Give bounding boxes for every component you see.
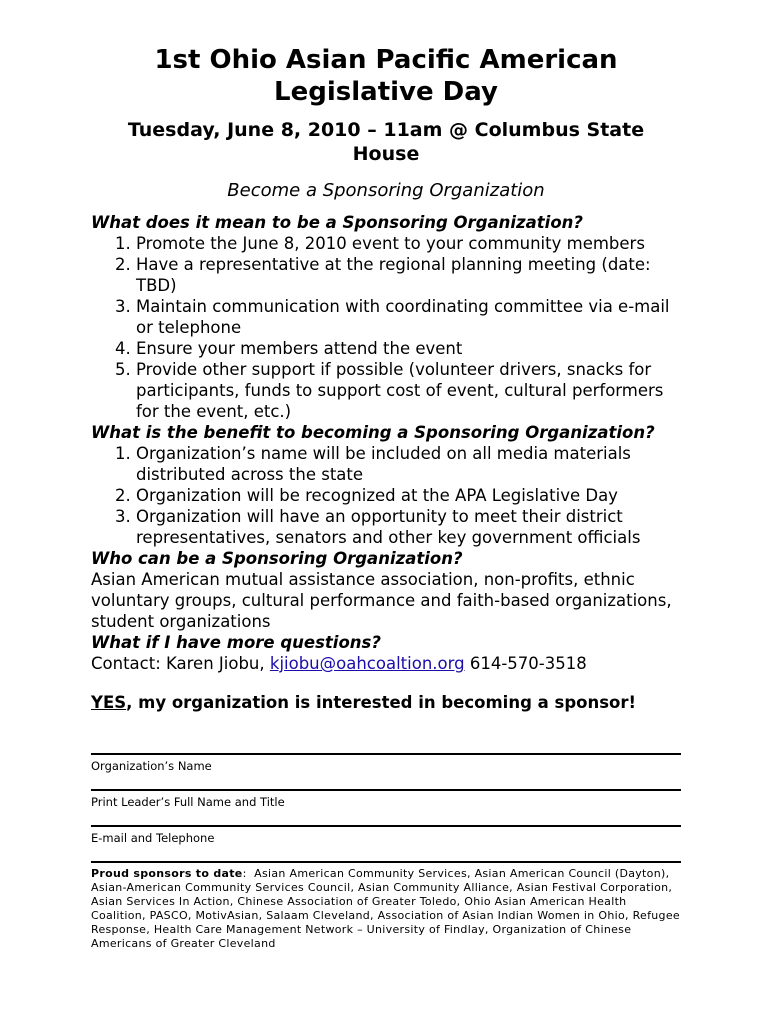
sponsors-label: Proud sponsors to date [91, 867, 243, 880]
benefit-list [91, 443, 681, 548]
signature-line[interactable] [91, 825, 681, 827]
email-link[interactable]: kjiobu@oahcoaltion.org [269, 654, 465, 673]
page-title [91, 44, 681, 108]
list-item: 5. Provide other support if possible (volunteer drivers, snacks for participants, funds to support cost of event, cultural performers for the event, etc.) [136, 359, 681, 422]
signature-line[interactable] [91, 753, 681, 755]
question-more-questions: What if I have more questions? [91, 633, 381, 652]
subtitle-line-1: Tuesday, June 8, 2010 – 11am @ Columbus State [127, 119, 645, 141]
sponsors-text: Asian American Community Services, Asian American Council (Dayton), Asian-American Community Services Council, Asian Community Alliance, Asian Festival Corporation, Asian Services In Action, Chinese Association of Greater Toledo, Ohio Asian American Health Coalition, PASCO, MotivAsian, Salaam Cleveland, Association of Asian Indian Women in Ohio, Refugee Response, Health Care Management Network – University of Findlay, Organization of Chinese Americans of Greater Cleveland [91, 867, 680, 950]
question-who-can: Who can be a Sponsoring Organization? [91, 549, 463, 568]
subtitle-line-2: House [352, 143, 420, 165]
list-item: 2. Have a representative at the regional planning meeting (date: TBD) [136, 254, 681, 296]
contact-line [91, 653, 681, 674]
list-item: 4. Ensure your members attend the event [136, 338, 681, 359]
meaning-list [91, 233, 681, 422]
contact-phone: 614-570-3518 [469, 654, 587, 673]
who-can-answer: Asian American mutual assistance association, non-profits, ethnic voluntary groups, cultural performance and faith-based organizations, student organizations [91, 570, 672, 631]
document-page [91, 44, 681, 951]
signup-statement [91, 692, 681, 713]
event-date [91, 118, 681, 166]
question-benefit: What is the benefit to becoming a Sponsoring Organization? [91, 423, 655, 442]
yes-text: YES [91, 693, 127, 712]
divider [91, 861, 681, 863]
signature-line[interactable] [91, 789, 681, 791]
title-line-1: 1st Ohio Asian Pacific American [154, 45, 618, 75]
organization-name-label: Organization’s Name [91, 759, 212, 773]
list-item: 3. Maintain communication with coordinating committee via e-mail or telephone [136, 296, 681, 338]
list-item: 1. Organization’s name will be included on all media materials distributed across the state [136, 443, 681, 485]
list-item: 3. Organization will have an opportunity to meet their district representatives, senators and other key government officials [136, 506, 681, 548]
list-item: 2. Organization will be recognized at the APA Legislative Day [136, 485, 681, 506]
title-line-2: Legislative Day [274, 77, 498, 107]
signup-rest: , my organization is interested in becoming a sponsor! [126, 693, 637, 712]
sponsors-list: Proud sponsors to date: Asian American Community Services, Asian American Council (Dayton), Asian-American Community Services Council, Asian Community Alliance, Asian Festival Corporation, Asian Services In Action, Chinese Association of Greater Toledo, Ohio Asian American Health Coalition, PASCO, MotivAsian, Salaam Cleveland, Association of Asian Indian Women in Ohio, Refugee Response, Health Care Management Network – University of Findlay, Organization of Chinese Americans of Greater Cleveland [91, 867, 680, 950]
leader-name-label: Print Leader’s Full Name and Title [91, 795, 285, 809]
list-item: 1. Promote the June 8, 2010 event to your community members [136, 233, 681, 254]
email-telephone-label: E-mail and Telephone [91, 831, 215, 845]
contact-prefix: Contact: Karen Jiobu, [91, 654, 265, 673]
question-what-does-it-mean: What does it mean to be a Sponsoring Organization? [91, 213, 583, 232]
become-heading: Become a Sponsoring Organization [227, 180, 545, 201]
